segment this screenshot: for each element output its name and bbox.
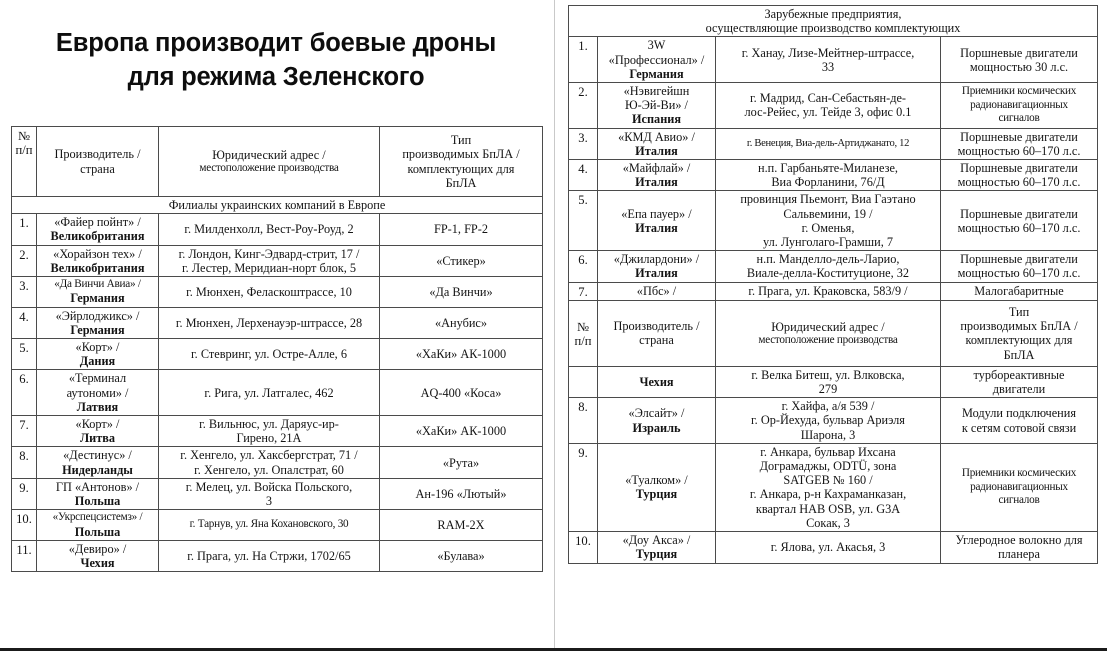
header-cell-address: Юридический адрес / местоположение производства xyxy=(716,300,941,366)
cell-line: Виале-делла-Коституционе, 32 xyxy=(746,266,910,281)
cell-line: «Джилардони» / xyxy=(613,252,700,267)
cell-line: Дограмаджы, ODTÜ, зона xyxy=(759,459,897,474)
row-number: 1. xyxy=(569,37,598,83)
row-manufacturer xyxy=(37,277,159,308)
row-manufacturer xyxy=(598,398,716,444)
row-component-type xyxy=(941,443,1098,531)
cell-line: г. Хенгело, ул. Опалстрат, 60 xyxy=(194,462,344,477)
cell-line: Углеродное волокно для xyxy=(955,533,1083,548)
row-number: 7. xyxy=(12,416,37,447)
manufacturer-country: Великобритания xyxy=(50,229,145,244)
table-row xyxy=(569,366,1098,397)
cell-line: Поршневые двигатели xyxy=(960,206,1078,221)
cell-line: Виа Форланини, 76/Д xyxy=(771,175,885,190)
row-number: 9. xyxy=(12,478,37,509)
table-row xyxy=(12,447,543,478)
cell-line: г. Велка Битеш, ул. Влковска, xyxy=(751,367,905,382)
cell-line: г. Милденхолл, Вест-Роу-Роуд, 2 xyxy=(184,222,354,237)
cell-line: г. Анкара, бульвар Ихсана xyxy=(760,444,896,459)
row-address xyxy=(159,245,380,276)
cell-line: г. Венеция, Виа-дель-Артиджанато, 12 xyxy=(746,138,910,150)
header-cell-address: Юридический адрес / местоположение производства xyxy=(159,127,380,197)
cell-line: г. Ялова, ул. Акасья, 3 xyxy=(770,540,886,555)
row-address xyxy=(716,532,941,563)
table-row xyxy=(569,128,1098,159)
cell-line: г. Анкара, р-н Кахраманказан, xyxy=(749,487,907,502)
cell-line: Гирено, 21А xyxy=(236,431,302,446)
table-row xyxy=(569,282,1098,300)
manufacturer-name: «Корт» / xyxy=(75,417,120,432)
cell-line: н.п. Гарбаньяте-Миланезе, xyxy=(758,161,898,176)
cell-line: квартал HAB OSB, ул. G3A xyxy=(755,501,901,516)
cell-line: г. Мюнхен, Феласкоштрассе, 10 xyxy=(186,284,352,299)
cell-line: 279 xyxy=(818,382,838,397)
header-cell-manufacturer: Производитель / страна xyxy=(37,127,159,197)
row-address xyxy=(716,282,941,300)
section-band-row xyxy=(12,197,543,214)
manufacturer-country: Германия xyxy=(70,322,125,337)
row-address xyxy=(159,510,380,541)
row-number: 2. xyxy=(569,83,598,129)
table-row xyxy=(12,478,543,509)
header-number-line-2: п/п xyxy=(15,143,33,158)
row-address xyxy=(159,277,380,308)
table-row xyxy=(569,160,1098,191)
manufacturer-country: Литва xyxy=(79,431,116,446)
row-number: 3. xyxy=(569,128,598,159)
page-title-line-1: Европа производит боевые дроны xyxy=(55,29,497,57)
cell-line: «КМД Авио» / xyxy=(618,129,695,144)
cell-line: Поршневые двигатели xyxy=(960,161,1078,176)
cell-line: Ю-Эй-Ви» / xyxy=(625,98,688,113)
row-address xyxy=(716,37,941,83)
cell-line: мощностью 60–170 л.с. xyxy=(957,175,1081,190)
row-number: 9. xyxy=(569,443,598,531)
row-number: 4. xyxy=(569,160,598,191)
manufacturer-name: «Дестинус» / xyxy=(63,448,132,463)
page-title-line-2: для режима Зеленского xyxy=(127,63,425,91)
row-number: 8. xyxy=(12,447,37,478)
table-row xyxy=(569,443,1098,531)
cell-line: «Епа пауер» / xyxy=(621,206,692,221)
row-manufacturer xyxy=(37,447,159,478)
table-row xyxy=(569,398,1098,444)
row-number: 1. xyxy=(12,214,37,245)
row-address xyxy=(716,366,941,397)
right-page-half xyxy=(555,0,1107,651)
manufacturer-country: Турция xyxy=(635,547,678,562)
header-cell-manufacturer: Производитель / страна xyxy=(598,300,716,366)
header-cell-type: Тип производимых БпЛА / комплектующих для БпЛА xyxy=(941,300,1098,366)
table-row xyxy=(12,540,543,571)
repeated-table-header-row xyxy=(569,300,1098,366)
cell-line: двигатели xyxy=(992,382,1046,397)
top-band-line-1: Зарубежные предприятия, xyxy=(764,7,902,21)
cell-line: н.п. Манделло-дель-Ларио, xyxy=(756,252,900,267)
row-component-type xyxy=(941,366,1098,397)
row-address xyxy=(716,128,941,159)
ukrainian-branches-table xyxy=(11,126,543,572)
manufacturer-country: Чехия xyxy=(80,556,115,571)
table-row xyxy=(12,307,543,338)
manufacturer-name: «Эйрлоджикс» / xyxy=(55,308,140,323)
cell-line: провинция Пьемонт, Виа Гаэтано xyxy=(740,192,916,207)
top-band-line-2: осуществляющие производство комплектующих xyxy=(705,21,961,36)
row-address xyxy=(716,398,941,444)
manufacturer-country: Германия xyxy=(70,291,125,306)
table-row xyxy=(12,277,543,308)
row-uav-type: «Рута» xyxy=(380,447,543,478)
row-manufacturer xyxy=(598,128,716,159)
row-address xyxy=(159,214,380,245)
row-address xyxy=(159,416,380,447)
row-component-type xyxy=(941,251,1098,282)
cell-line: лос-Рейес, ул. Тейде 3, офис 0.1 xyxy=(744,105,912,120)
cell-line: Сокак, 3 xyxy=(806,515,850,530)
table-row xyxy=(569,191,1098,251)
table-row xyxy=(12,416,543,447)
cell-line: мощностью 30 л.с. xyxy=(969,59,1069,74)
cell-line: турбореактивные xyxy=(973,367,1065,382)
row-manufacturer xyxy=(37,370,159,416)
cell-line: г. Мелец, ул. Войска Польского, xyxy=(185,479,353,494)
manufacturer-country: Испания xyxy=(631,112,682,127)
row-number: 3. xyxy=(12,277,37,308)
manufacturer-country: Италия xyxy=(635,266,678,281)
row-uav-type: RAM-2X xyxy=(380,510,543,541)
manufacturer-country: Израиль xyxy=(632,420,681,435)
row-uav-type: «ХаКи» АК-1000 xyxy=(380,339,543,370)
manufacturer-country: Латвия xyxy=(76,399,119,414)
row-uav-type: «Булава» xyxy=(380,540,543,571)
table-header-row xyxy=(12,127,543,197)
cell-line: 3 xyxy=(265,494,273,509)
row-component-type xyxy=(941,37,1098,83)
cell-line: г. Рига, ул. Латгалес, 462 xyxy=(204,385,334,400)
row-component-type xyxy=(941,83,1098,129)
cell-line: г. Лондон, Кинг-Эдвард-стрит, 17 / xyxy=(178,246,360,261)
row-manufacturer xyxy=(598,532,716,563)
cell-line: мощностью 60–170 л.с. xyxy=(957,143,1081,158)
row-manufacturer xyxy=(37,214,159,245)
row-uav-type: Ан-196 «Лютый» xyxy=(380,478,543,509)
header-cell-number xyxy=(12,127,37,197)
row-address xyxy=(716,160,941,191)
row-manufacturer xyxy=(37,416,159,447)
cell-line: «Пбс» / xyxy=(636,284,677,299)
row-manufacturer xyxy=(37,307,159,338)
cell-line: г. Хайфа, а/я 539 / xyxy=(781,399,875,414)
foreign-component-suppliers-table xyxy=(568,5,1098,564)
row-manufacturer xyxy=(598,83,716,129)
manufacturer-country: Германия xyxy=(629,66,684,81)
row-manufacturer xyxy=(598,160,716,191)
manufacturer-country: Турция xyxy=(635,487,678,502)
row-number: 6. xyxy=(12,370,37,416)
manufacturer-name: «Корт» / xyxy=(75,340,120,355)
table-row xyxy=(12,214,543,245)
row-component-type xyxy=(941,191,1098,251)
row-address xyxy=(159,447,380,478)
cell-line: г. Мюнхен, Лерхенауэр-штрассе, 28 xyxy=(175,315,363,330)
row-component-type xyxy=(941,128,1098,159)
cell-line: г. Оменья, xyxy=(801,220,855,235)
manufacturer-country: Италия xyxy=(635,175,678,190)
cell-line: мощностью 60–170 л.с. xyxy=(957,220,1081,235)
row-address xyxy=(159,307,380,338)
row-number: 11. xyxy=(12,540,37,571)
row-uav-type: «Да Винчи» xyxy=(380,277,543,308)
cell-line: Поршневые двигатели xyxy=(960,129,1078,144)
row-address xyxy=(159,478,380,509)
table-row xyxy=(569,251,1098,282)
cell-line: «Элсайт» / xyxy=(628,406,685,421)
row-number: 10. xyxy=(12,510,37,541)
cell-line: SATGEB № 160 / xyxy=(783,473,873,488)
cell-line: Приемники космических xyxy=(961,467,1077,480)
row-uav-type: «ХаКи» АК-1000 xyxy=(380,416,543,447)
cell-line: «Профессионал» / xyxy=(608,52,705,67)
row-component-type xyxy=(941,282,1098,300)
manufacturer-country: Италия xyxy=(635,220,678,235)
cell-line: Шарона, 3 xyxy=(800,427,856,442)
page-title xyxy=(12,26,540,94)
cell-line: к сетям сотовой связи xyxy=(961,420,1077,435)
cell-line: Малогабаритные xyxy=(974,284,1064,299)
table-top-band-row xyxy=(569,6,1098,37)
cell-line: г. Вильнюс, ул. Даряус-ир- xyxy=(199,417,339,432)
cell-line: «Майфлай» / xyxy=(622,161,691,176)
row-uav-type: FP-1, FP-2 xyxy=(380,214,543,245)
row-number: 10. xyxy=(569,532,598,563)
cell-line: Сальвемини, 19 / xyxy=(783,206,873,221)
table-top-band-label xyxy=(569,6,1098,37)
table-row xyxy=(569,532,1098,563)
cell-line: сигналов xyxy=(998,494,1040,507)
manufacturer-name: «Девиро» / xyxy=(68,541,127,556)
row-address xyxy=(159,370,380,416)
cell-line: Модули подключения xyxy=(962,406,1076,421)
row-number: 7. xyxy=(569,282,598,300)
cell-line: «Нэвигейшн xyxy=(623,84,690,99)
cell-line: Приемники космических xyxy=(961,85,1077,98)
table-row xyxy=(569,37,1098,83)
cell-line: г. Лестер, Меридиан-норт блок, 5 xyxy=(181,260,356,275)
row-number: 5. xyxy=(12,339,37,370)
row-number: 8. xyxy=(569,398,598,444)
manufacturer-name: «Файер пойнт» / xyxy=(54,215,141,230)
row-manufacturer xyxy=(598,37,716,83)
row-component-type xyxy=(941,532,1098,563)
row-manufacturer xyxy=(37,339,159,370)
row-component-type xyxy=(941,160,1098,191)
row-uav-type: «Стикер» xyxy=(380,245,543,276)
table-row xyxy=(12,370,543,416)
cell-line: г. Ханау, Лизе-Мейтнер-штрассе, xyxy=(741,45,915,60)
row-address xyxy=(716,251,941,282)
manufacturer-country: Великобритания xyxy=(50,260,145,275)
table-row xyxy=(12,510,543,541)
section-band-label: Филиалы украинских компаний в Европе xyxy=(12,197,543,214)
cell-line: «Доу Акса» / xyxy=(622,533,691,548)
cell-line: планера xyxy=(998,547,1040,562)
header-cell-type: Тип производимых БпЛА / комплектующих для БпЛА xyxy=(380,127,543,197)
manufacturer-name: «Терминал xyxy=(68,371,127,386)
table-row xyxy=(12,245,543,276)
cell-line: Поршневые двигатели xyxy=(960,252,1078,267)
row-manufacturer xyxy=(37,540,159,571)
row-address xyxy=(716,443,941,531)
table-row xyxy=(569,83,1098,129)
manufacturer-name: «Укрспецсистемз» / xyxy=(52,511,143,524)
row-manufacturer xyxy=(598,282,716,300)
row-number xyxy=(569,366,598,397)
cell-line: ул. Лунголаго-Грамши, 7 xyxy=(762,235,894,250)
manufacturer-name: «Да Винчи Авиа» / xyxy=(54,278,141,291)
cell-line: радионавигационных xyxy=(970,98,1068,111)
manufacturer-country: Польша xyxy=(74,494,121,509)
row-manufacturer xyxy=(598,443,716,531)
cell-line: «Туалком» / xyxy=(625,473,688,488)
manufacturer-country: Польша xyxy=(74,524,121,539)
row-uav-type: «Анубис» xyxy=(380,307,543,338)
cell-line: 3W xyxy=(647,38,666,53)
row-address xyxy=(716,191,941,251)
row-address xyxy=(159,339,380,370)
row-number: 6. xyxy=(569,251,598,282)
table-row xyxy=(12,339,543,370)
row-address xyxy=(716,83,941,129)
row-uav-type: AQ-400 «Коса» xyxy=(380,370,543,416)
manufacturer-country: Италия xyxy=(635,143,678,158)
cell-line: 33 xyxy=(821,59,835,74)
row-manufacturer xyxy=(598,191,716,251)
cell-line: г. Стевринг, ул. Остре-Алле, 6 xyxy=(191,347,347,362)
row-manufacturer xyxy=(598,251,716,282)
manufacturer-name: ГП «Антонов» / xyxy=(55,479,140,494)
manufacturer-name: «Хорайзон тех» / xyxy=(53,246,142,261)
cell-line: сигналов xyxy=(998,112,1040,125)
header-number-line-1: № xyxy=(17,129,31,143)
cell-line: г. Тарнув, ул. Яна Кохановского, 30 xyxy=(189,518,349,531)
row-number: 4. xyxy=(12,307,37,338)
cell-line: г. Хенгело, ул. Хаксбергстрат, 71 / xyxy=(180,448,358,463)
row-manufacturer xyxy=(37,510,159,541)
cell-line: г. Прага, ул. Краковска, 583/9 / xyxy=(748,284,908,299)
cell-line: радионавигационных xyxy=(970,480,1068,493)
manufacturer-country: Нидерланды xyxy=(62,462,133,477)
cell-line: г. Мадрид, Сан-Себастьян-де- xyxy=(749,91,907,106)
row-manufacturer xyxy=(598,366,716,397)
header-cell-number: № п/п xyxy=(569,300,598,366)
cell-line: Поршневые двигатели xyxy=(960,45,1078,60)
row-address xyxy=(159,540,380,571)
cell-line: г. Прага, ул. На Стржи, 1702/65 xyxy=(187,548,351,563)
row-number: 5. xyxy=(569,191,598,251)
row-component-type xyxy=(941,398,1098,444)
manufacturer-country: Дания xyxy=(79,354,116,369)
manufacturer-name-cont: аутономи» / xyxy=(66,385,129,400)
row-number: 2. xyxy=(12,245,37,276)
row-manufacturer xyxy=(37,478,159,509)
cell-line: г. Ор-Йехуда, бульвар Ариэля xyxy=(751,413,905,428)
row-manufacturer xyxy=(37,245,159,276)
manufacturer-country: Чехия xyxy=(639,374,674,389)
cell-line: мощностью 60–170 л.с. xyxy=(957,266,1081,281)
